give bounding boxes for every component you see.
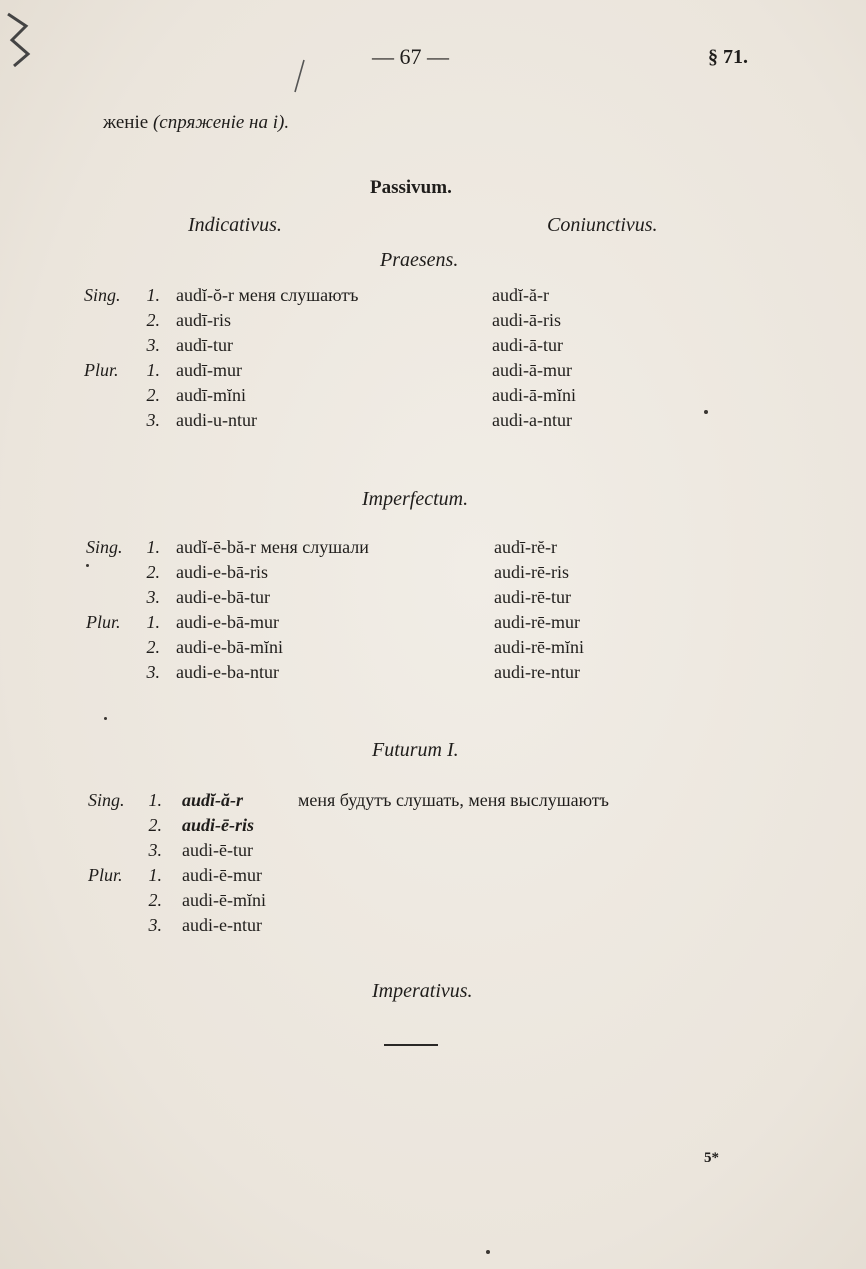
row-num: 3. — [148, 840, 162, 860]
mood-indicative: Indicativus. — [188, 214, 282, 236]
form-indicative: audī-tur — [176, 335, 233, 355]
label-sing: Sing. — [86, 537, 123, 557]
row-num: 2. — [146, 310, 160, 330]
row-num: 3. — [146, 587, 160, 607]
label-sing: Sing. — [88, 790, 125, 810]
intro-text: женіе — [103, 112, 153, 133]
form-indicative: audi-u-ntur — [176, 410, 257, 430]
row-num: 1. — [146, 612, 160, 632]
row-num: 2. — [146, 385, 160, 405]
tense-praesens: Praesens. — [380, 249, 459, 271]
intro-italic: (спряженіе на i). — [152, 112, 290, 133]
speck — [104, 717, 107, 720]
form-indicative: audi-e-ntur — [182, 915, 262, 935]
form-indicative: audĭ-ŏ-r меня слушаютъ — [176, 285, 359, 305]
form-indicative: audĭ-ă-r — [182, 790, 244, 810]
intro-line — [103, 112, 289, 134]
row-num: 3. — [146, 662, 160, 682]
row-num: 3. — [146, 335, 160, 355]
form-indicative: audi-e-ba-ntur — [176, 662, 279, 682]
form-conjunctive: audi-rē-mur — [494, 612, 580, 632]
form-indicative: audī-mur — [176, 360, 242, 380]
divider — [384, 1044, 438, 1046]
row-num: 2. — [148, 815, 162, 835]
form-conjunctive: audi-ā-tur — [492, 335, 563, 355]
form-indicative: audi-e-bā-mur — [176, 612, 279, 632]
speck — [704, 410, 708, 414]
form-indicative: audi-e-bā-ris — [176, 562, 268, 582]
form-indicative: audī-ris — [176, 310, 231, 330]
form-indicative: audi-ē-mur — [182, 865, 262, 885]
form-conjunctive: audī-rĕ-r — [494, 537, 557, 557]
form-conjunctive: audi-ā-ris — [492, 310, 561, 330]
stray-stroke — [292, 58, 306, 94]
row-num: 2. — [146, 562, 160, 582]
form-indicative: audi-e-bā-tur — [176, 587, 270, 607]
form-indicative: audi-ē-ris — [182, 815, 254, 835]
form-conjunctive: audi-a-ntur — [492, 410, 572, 430]
row-num: 1. — [146, 360, 160, 380]
form-conjunctive: audi-rē-tur — [494, 587, 571, 607]
form-indicative: audi-e-bā-mĭni — [176, 637, 283, 657]
form-indicative: audi-ē-mĭni — [182, 890, 266, 910]
row-num: 1. — [146, 537, 160, 557]
tense-futurum: Futurum I. — [372, 739, 459, 761]
signature-mark: 5* — [704, 1150, 719, 1166]
label-plur: Plur. — [88, 865, 123, 885]
form-conjunctive: audi-ā-mur — [492, 360, 572, 380]
row-num: 1. — [148, 865, 162, 885]
form-indicative: audī-mĭni — [176, 385, 246, 405]
row-num: 3. — [146, 410, 160, 430]
row-num: 1. — [146, 285, 160, 305]
speck — [86, 564, 89, 567]
tense-imperfectum: Imperfectum. — [362, 488, 469, 510]
voice-heading: Passivum. — [370, 177, 452, 198]
form-conjunctive: audĭ-ă-r — [492, 285, 549, 305]
page-number: — 67 — — [372, 44, 449, 69]
mood-conjunctive: Coniunctivus. — [547, 214, 658, 236]
row-num: 2. — [148, 890, 162, 910]
form-conjunctive: audi-ā-mĭni — [492, 385, 576, 405]
row-num: 3. — [148, 915, 162, 935]
row-num: 1. — [148, 790, 162, 810]
label-plur: Plur. — [86, 612, 121, 632]
translation: меня будутъ слушать, меня выслушаютъ — [298, 790, 609, 810]
form-indicative: audĭ-ē-bă-r меня слушали — [176, 537, 369, 557]
row-num: 2. — [146, 637, 160, 657]
form-conjunctive: audi-rē-mĭni — [494, 637, 584, 657]
speck — [486, 1250, 490, 1254]
section-number: § 71. — [708, 46, 748, 68]
pencil-mark — [4, 10, 34, 70]
form-conjunctive: audi-re-ntur — [494, 662, 580, 682]
form-conjunctive: audi-rē-ris — [494, 562, 569, 582]
label-sing: Sing. — [84, 285, 121, 305]
mood-imperativus: Imperativus. — [372, 980, 473, 1002]
label-plur: Plur. — [84, 360, 119, 380]
form-indicative: audi-ē-tur — [182, 840, 253, 860]
